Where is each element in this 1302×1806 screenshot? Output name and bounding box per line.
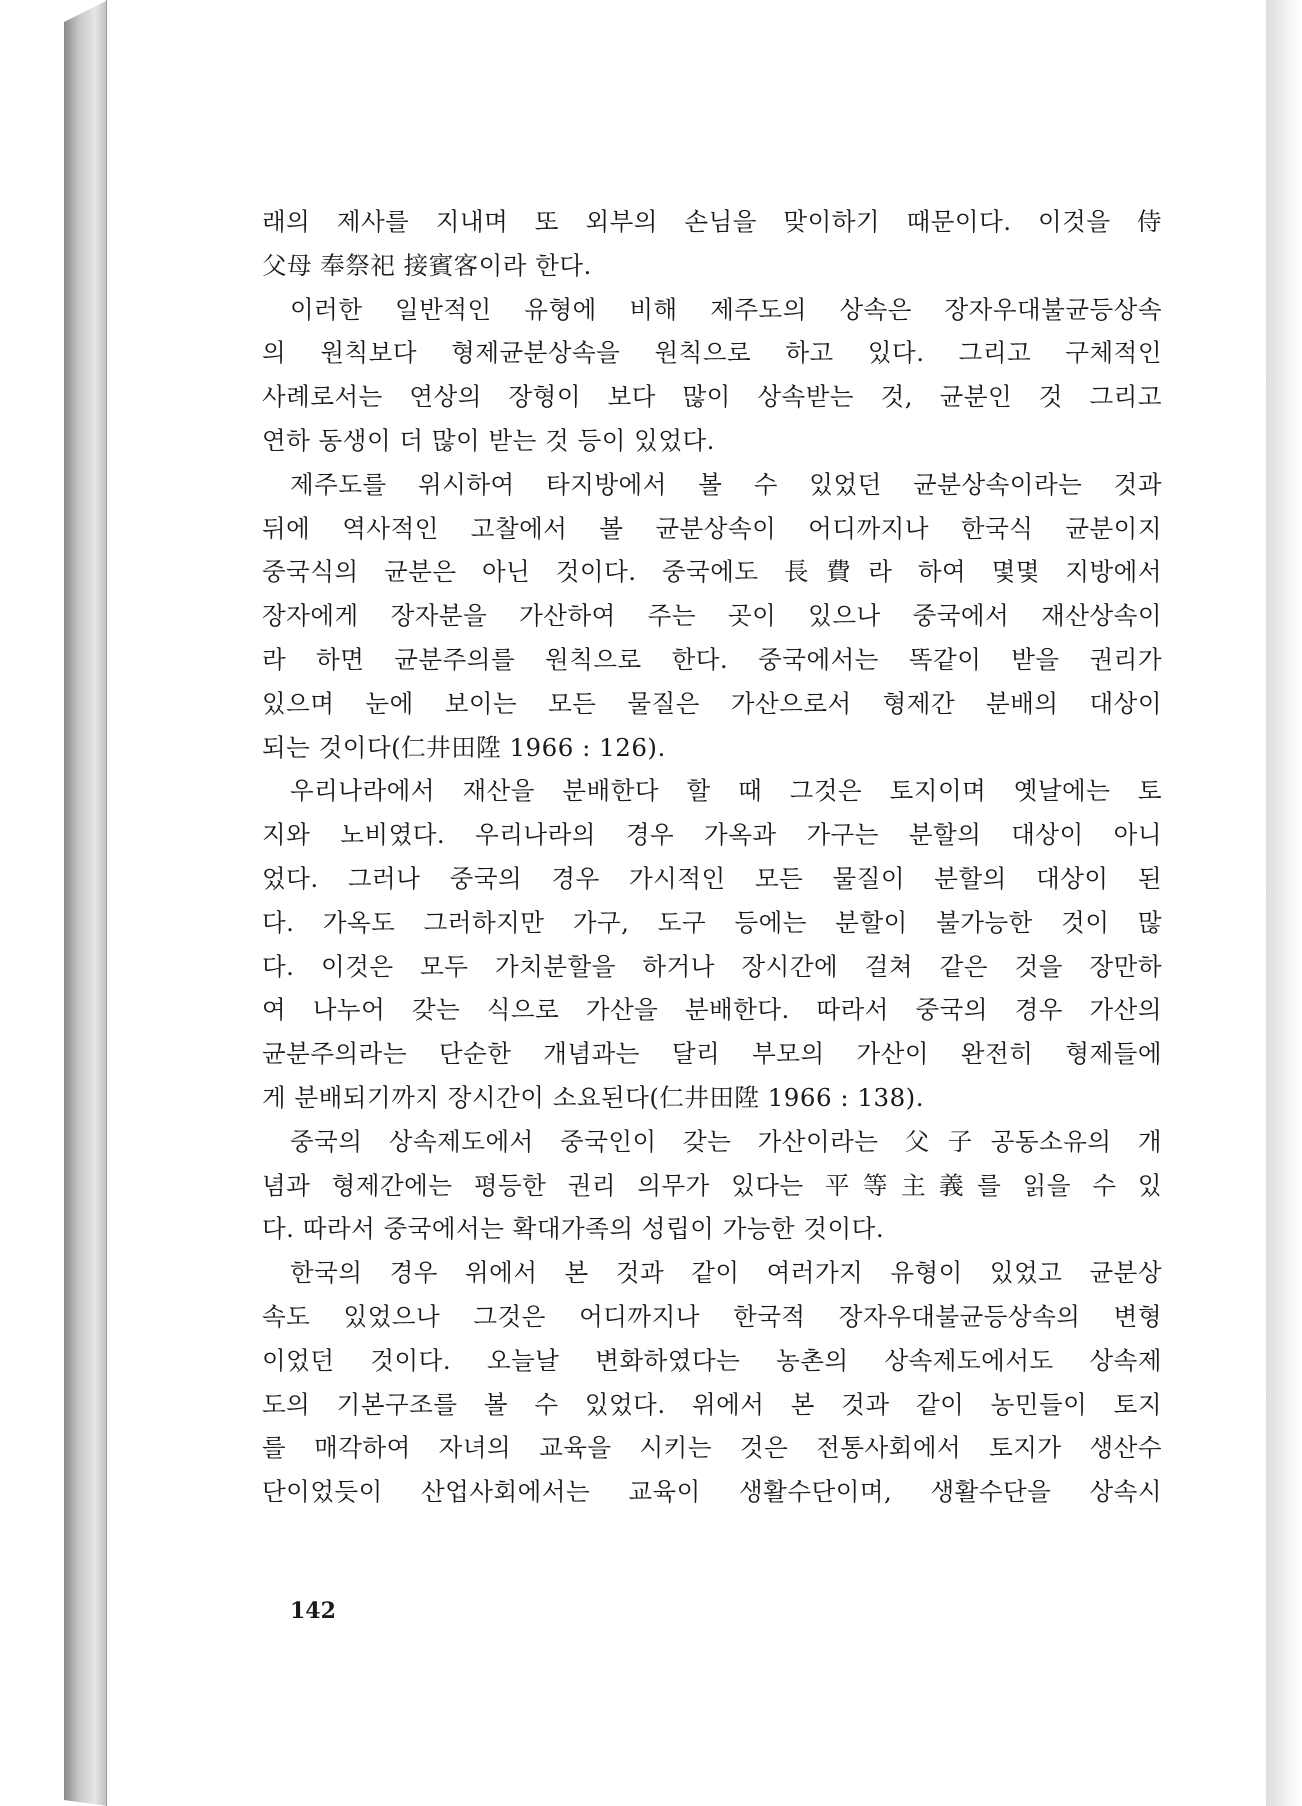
text-line: 의 원칙보다 형제균분상속을 원칙으로 하고 있다. 그리고 구체적인 xyxy=(262,338,1162,368)
text-line: 있으며 눈에 보이는 모든 물질은 가산으로서 형제간 분배의 대상이 xyxy=(262,688,1162,718)
page-number: 142 xyxy=(290,1598,336,1624)
text-line: 제주도를 위시하여 타지방에서 볼 수 있었던 균분상속이라는 것과 xyxy=(290,469,1162,499)
text-line: 지와 노비였다. 우리나라의 경우 가옥과 가구는 분할의 대상이 아니 xyxy=(262,820,1162,850)
text-line: 되는 것이다(仁井田陞 1966 : 126). xyxy=(262,732,666,762)
text-line: 었다. 그러나 중국의 경우 가시적인 모든 물질이 분할의 대상이 된 xyxy=(262,863,1162,893)
text-line: 여 나누어 갖는 식으로 가산을 분배한다. 따라서 중국의 경우 가산의 xyxy=(262,995,1162,1025)
text-line: 래의 제사를 지내며 또 외부의 손님을 맞이하기 때문이다. 이것을 侍 xyxy=(262,207,1162,236)
text-line: 이러한 일반적인 유형에 비해 제주도의 상속은 장자우대불균등상속 xyxy=(290,294,1162,324)
text-line: 중국식의 균분은 아닌 것이다. 중국에도 長費라 하여 몇몇 지방에서 xyxy=(262,557,1162,587)
text-line: 사례로서는 연상의 장형이 보다 많이 상속받는 것, 균분인 것 그리고 xyxy=(262,382,1162,412)
text-line: 념과 형제간에는 평등한 권리 의무가 있다는 平等主義를 읽을 수 있 xyxy=(262,1170,1162,1200)
text-line: 장자에게 장자분을 가산하여 주는 곳이 있으나 중국에서 재산상속이 xyxy=(262,601,1162,631)
text-line: 한국의 경우 위에서 본 것과 같이 여러가지 유형이 있었고 균분상 xyxy=(290,1258,1162,1288)
text-line: 균분주의라는 단순한 개념과는 달리 부모의 가산이 완전히 형제들에 xyxy=(262,1039,1162,1069)
text-line: 단이었듯이 산업사회에서는 교육이 생활수단이며, 생활수단을 상속시 xyxy=(262,1477,1162,1507)
text-line: 도의 기본구조를 볼 수 있었다. 위에서 본 것과 같이 농민들이 토지 xyxy=(262,1389,1162,1419)
text-line: 중국의 상속제도에서 중국인이 갖는 가산이라는 父子공동소유의 개 xyxy=(290,1126,1162,1156)
text-line: 우리나라에서 재산을 분배한다 할 때 그것은 토지이며 옛날에는 토 xyxy=(290,776,1162,806)
text-line: 이었던 것이다. 오늘날 변화하였다는 농촌의 상속제도에서도 상속제 xyxy=(262,1345,1162,1375)
text-line: 속도 있었으나 그것은 어디까지나 한국적 장자우대불균등상속의 변형 xyxy=(262,1301,1162,1331)
text-line: 다. 따라서 중국에서는 확대가족의 성립이 가능한 것이다. xyxy=(262,1214,885,1244)
text-line: 를 매각하여 자녀의 교육을 시키는 것은 전통사회에서 토지가 생산수 xyxy=(262,1433,1162,1463)
book-spine xyxy=(64,0,108,1806)
text-line: 게 분배되기까지 장시간이 소요된다(仁井田陞 1966 : 138). xyxy=(262,1082,925,1112)
page-edge-shadow xyxy=(1266,0,1302,1806)
body-text xyxy=(262,200,1162,1514)
text-line: 라 하면 균분주의를 원칙으로 한다. 중국에서는 똑같이 받을 권리가 xyxy=(262,644,1162,674)
text-line: 다. 가옥도 그러하지만 가구, 도구 등에는 분할이 불가능한 것이 많 xyxy=(262,907,1162,937)
text-line: 父母 奉祭祀 接賓客이라 한다. xyxy=(262,250,592,280)
text-line: 뒤에 역사적인 고찰에서 볼 균분상속이 어디까지나 한국식 균분이지 xyxy=(262,513,1162,543)
text-line: 연하 동생이 더 많이 받는 것 등이 있었다. xyxy=(262,425,715,455)
text-line: 다. 이것은 모두 가치분할을 하거나 장시간에 걸쳐 같은 것을 장만하 xyxy=(262,951,1162,981)
